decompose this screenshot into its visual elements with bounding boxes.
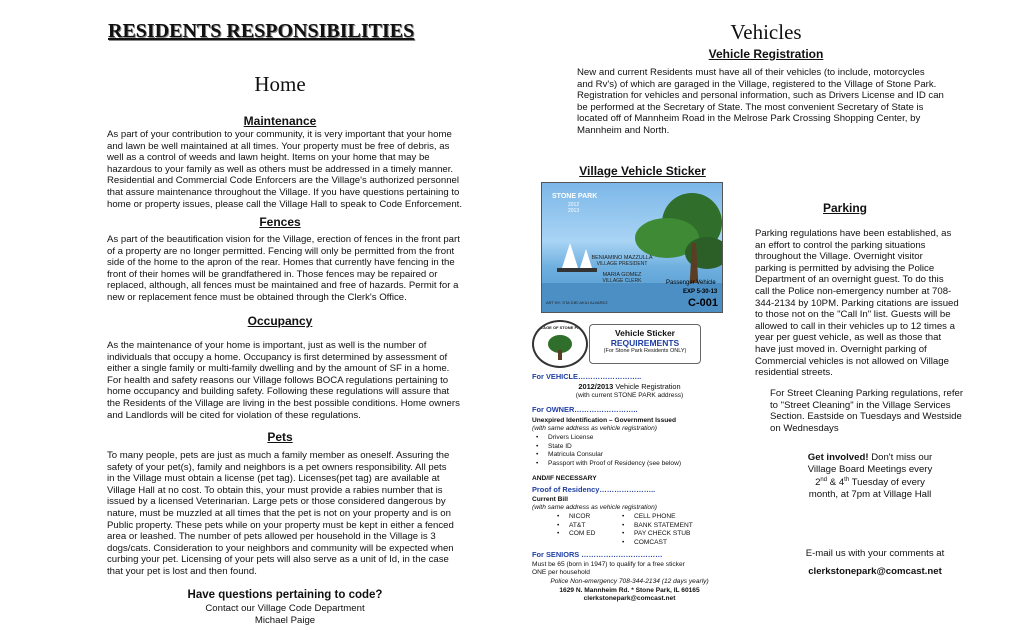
cleaning-line: Section. Eastside on Tuesdays and Westside	[770, 411, 962, 423]
bill-item: • CELL PHONE	[634, 513, 724, 522]
registration-line: Registration for vehicles and personal information, such as Drivers License and ID can	[577, 90, 944, 102]
fences-line: side of the home to the apron of the rear. Homes that currently have fencing in the	[107, 257, 455, 269]
registration-line: located off of Mannheim Road in the Melrose Park Crossing Shopping Center, by	[577, 113, 921, 125]
id-item: • Matricula Consular	[548, 451, 738, 460]
bills-col-1	[555, 513, 629, 539]
parking-line: 344-2134 by 10PM. Parking citations are issued	[755, 297, 959, 309]
sticker-clerk: MARIA GOMEZ	[602, 272, 642, 278]
pets-line: area or leashed. The number of pets allowed per household in the Village is 3	[107, 531, 436, 543]
seal-tree	[534, 322, 586, 366]
registration-text: Vehicle Registration	[613, 382, 681, 391]
code-heading: Have questions pertaining to code?	[187, 589, 383, 601]
for-seniors: For SENIORS ……………………………	[532, 550, 663, 559]
parking-line: have just moved in. Overnight parking of	[755, 343, 927, 355]
main-title: RESIDENTS RESPONSIBILITIES	[108, 20, 415, 42]
sticker-clerk-title: VILLAGE CLERK	[602, 278, 642, 284]
sticker-credit: ART BY: STA DIEI AKILI ALVAREZ	[546, 300, 608, 305]
maintenance-line: As part of your contribution to your community, it is very important that your home	[107, 129, 452, 140]
id-note: (with same address as vehicle registration)	[532, 425, 657, 432]
clerk-email: clerkstonepark@comcast.net	[583, 595, 676, 602]
meeting-week-2-suffix: th	[844, 477, 850, 484]
get-involved-rest: Don't miss our	[868, 452, 933, 463]
vehicle-registration-heading: Vehicle Registration	[708, 47, 824, 61]
requirements-box	[589, 324, 701, 364]
maintenance-heading: Maintenance	[243, 114, 317, 128]
maintenance-line: that assure maintenance throughout the Village. If you have questions pertaining to	[107, 186, 460, 198]
sticker-exp: EXP 5-30-13	[683, 289, 718, 295]
fences-heading: Fences	[259, 215, 301, 229]
proof-of-residency: Proof of Residency…………………..	[532, 485, 656, 494]
cleaning-line: to "Street Cleaning" in the Village Services	[770, 399, 951, 411]
requirements-note: (For Stone Park Residents ONLY)	[603, 348, 687, 354]
pets-line: in the Village must obtain a license (pet tag). Licenses(pet tag) are available at	[107, 473, 440, 485]
requirements-title: Vehicle Sticker	[614, 328, 675, 338]
occupancy-line: either a single family or multi-family dwelling and by the amount of SF in a home.	[107, 363, 450, 375]
for-vehicle: For VEHICLE……………………..	[532, 372, 642, 381]
bill-item: • PAY CHECK STUB	[634, 530, 724, 539]
pets-line: curbing your pet. Licensing of your pets will also serve as a unit of Id, in the case	[107, 554, 449, 566]
get-involved-bold: Get involved!	[807, 452, 869, 463]
maintenance-line: home or property issues, please call the Village Hall to speak to Code Enforcement.	[107, 198, 462, 210]
meeting-week-1: 2	[815, 477, 821, 489]
registration-line: be performed at the Secretary of State. The most convenient Secretary of State is	[577, 101, 924, 113]
bill-item: • NICOR	[569, 513, 629, 522]
vehicle-registration-text	[577, 67, 977, 137]
parking-heading: Parking	[822, 201, 867, 215]
street-cleaning-text	[770, 388, 985, 434]
maintenance-line: hazardous to your family as well as others must be addressed in a timely manner.	[107, 163, 454, 175]
occupancy-line: and Landlords will be cited for violation of these regulations.	[107, 409, 361, 421]
sticker-president-title: VILLAGE PRESIDENT	[596, 261, 648, 267]
and-if-necessary: AND/IF NECESSARY	[532, 475, 597, 482]
get-involved	[770, 452, 970, 501]
pets-line: safety of your pet(s), family and neighbors is a pet owners responsibility. All pets	[107, 461, 447, 473]
occupancy-line: individuals that occupy a home. Occupancy is first determined by assessment of	[107, 351, 448, 363]
vehicle-sticker-image	[541, 182, 723, 313]
requirements-subtitle: REQUIREMENTS	[610, 338, 680, 348]
parking-line: Parking regulations have been established, as	[755, 228, 952, 239]
parking-line: Department of an overnight guest. To do this	[755, 274, 944, 286]
parking-line: to those not on the "Call In" list. Guests will be	[755, 309, 951, 321]
id-list	[534, 434, 738, 468]
pets-heading: Pets	[267, 430, 293, 444]
cleaning-line: on Wednesdays	[770, 422, 839, 434]
registration-line	[532, 382, 727, 391]
pets-line: that your pet is lost and then found.	[107, 565, 257, 577]
occupancy-line: As the maintenance of your home is important, just as well is the number of	[107, 340, 427, 351]
sticker-type: Passenger Vehicle	[666, 280, 716, 286]
email-prompt: E-mail us with your comments at	[805, 548, 945, 559]
bills-col-2	[620, 513, 724, 547]
sticker-year-1: 2012	[568, 202, 580, 208]
parking-line: throughout the Village. Overnight visitor	[755, 251, 923, 263]
occupancy-line: home occupancy and building safety. Following these regulations will assure that	[107, 386, 450, 398]
pets-line: Public property. These pets while on your property must be kept in either a fenced	[107, 519, 454, 531]
police-line: Police Non-emergency 708-344-2134 (12 days yearly)	[550, 578, 709, 585]
parking-line: Commercial vehicles is not allowed on Village	[755, 355, 949, 367]
pets-line: dogs/cats. Consideration to your neighbors and community will be expected when	[107, 542, 454, 554]
id-heading: Unexpired Identification – Government Issued	[532, 417, 676, 424]
occupancy-line: For health and safety reasons our Village follows BOCA regulations pertaining to	[107, 374, 449, 386]
fences-line: front of their homes will be grandfathered in. Those fences may be repaired or	[107, 268, 438, 280]
seal-text: VILLAGE OF STONE PARK	[534, 325, 586, 330]
get-involved-line-4: month, at 7pm at Village Hall	[808, 488, 932, 500]
id-item: • Passport with Proof of Residency (see below)	[548, 460, 738, 469]
occupancy-heading: Occupancy	[247, 314, 313, 328]
bill-item: • AT&T	[569, 522, 629, 531]
sticker-year-2: 2013	[568, 208, 580, 214]
maintenance-line: Residential and Commercial Code Enforcers are the Village's authorized personnel	[107, 175, 460, 187]
parking-line: an effort to control the parking situations	[755, 239, 926, 251]
parking-line: call the Police non-emergency number at 708-	[755, 285, 952, 297]
village-seal	[532, 320, 588, 368]
parking-line: year per guest vehicle, as well as those that	[755, 332, 942, 344]
fences-text	[107, 234, 487, 304]
maintenance-line: and lawn be well maintained at all times. Your property must be free of debris, as	[107, 140, 450, 152]
code-contact: Contact our Village Code Department	[205, 603, 365, 614]
get-involved-line-1	[770, 452, 970, 464]
sticker-number: C-001	[688, 297, 718, 309]
get-involved-line-3	[770, 475, 970, 489]
fences-line: As part of the beautification vision for the Village, erection of fences in the front part	[107, 234, 460, 245]
registration-line: Mannheim and North.	[577, 124, 670, 136]
bill-note: (with same address as vehicle registration)	[532, 504, 657, 511]
bill-item: • COMCAST	[634, 539, 724, 548]
maintenance-line: well as a control of weeds and lawn height. Items on your home that may be	[107, 152, 430, 164]
occupancy-text	[107, 340, 487, 421]
sticker-president: BENIAMINO MAZZULLA	[591, 255, 653, 261]
parking-line: residential streets.	[755, 367, 833, 379]
occupancy-line: the Residents of the Village are living in the best possible conditions. Home owners	[107, 397, 460, 409]
address-line: 1629 N. Mannheim Rd. * Stone Park, IL 60165	[559, 587, 700, 594]
id-item: • State ID	[548, 443, 738, 452]
sticker-heading: Village Vehicle Sticker	[579, 164, 706, 178]
cleaning-line: For Street Cleaning Parking regulations, refer	[770, 388, 964, 399]
parking-line: parking is permitted by advising the Police	[755, 262, 935, 274]
vehicles-title: Vehicles	[730, 20, 802, 44]
meeting-day: Tuesday of every	[849, 477, 925, 489]
pets-line: issued by a licensed Veterinarian. Large pets or those considered dangerous by	[107, 496, 446, 508]
meeting-week-2: & 4	[827, 477, 845, 489]
home-title: Home	[254, 72, 306, 96]
bill-item: • BANK STATEMENT	[634, 522, 724, 531]
pets-line: nature, must be muzzled at all times that the pet is not on your property and is on	[107, 507, 451, 519]
current-bill: Current Bill	[532, 496, 568, 503]
fences-line: of a property are no longer permitted. Fencing will only be permitted from the front	[107, 245, 455, 257]
code-person: Michael Paige	[254, 615, 316, 626]
bill-item: • COM ED	[569, 530, 629, 539]
parking-text	[755, 228, 975, 379]
get-involved-line-2: Village Board Meetings every	[807, 463, 933, 475]
pets-text	[107, 450, 487, 578]
for-owner: For OWNER……………………..	[532, 405, 638, 414]
registration-note: (with current STONE PARK address)	[575, 392, 684, 399]
parking-line: allowed to call in their vehicles up to 12 times a	[755, 320, 955, 332]
maintenance-text	[107, 129, 487, 210]
registration-line: New and current Residents must have all of their vehicles (to include, motorcycles	[577, 67, 925, 78]
pets-line: Village Hall at no cost. To obtain this, your must provide a rabies number that is	[107, 484, 443, 496]
fences-line: replaced, although, all fences must be maintained and free of hazards. Permit for a	[107, 280, 459, 292]
id-item: • Drivers License	[548, 434, 738, 443]
contact-email[interactable]: clerkstonepark@comcast.net	[808, 566, 942, 577]
seniors-note-2: ONE per household	[532, 569, 590, 576]
fences-line: new or replacement fence must be obtained through the Clerk's Office.	[107, 291, 407, 303]
meeting-week-1-suffix: nd	[820, 477, 828, 484]
seniors-note-1: Must be 65 (born in 1947) to qualify for a free sticker	[532, 561, 685, 568]
registration-year: 2012/2013	[578, 382, 614, 391]
sticker-town: STONE PARK	[552, 193, 598, 200]
pets-line: To many people, pets are just as much a family member as oneself. Assuring the	[107, 450, 450, 461]
registration-line: and Rv's) of which are garaged in the Village, registered to the Village of Stone Park.	[577, 78, 937, 90]
